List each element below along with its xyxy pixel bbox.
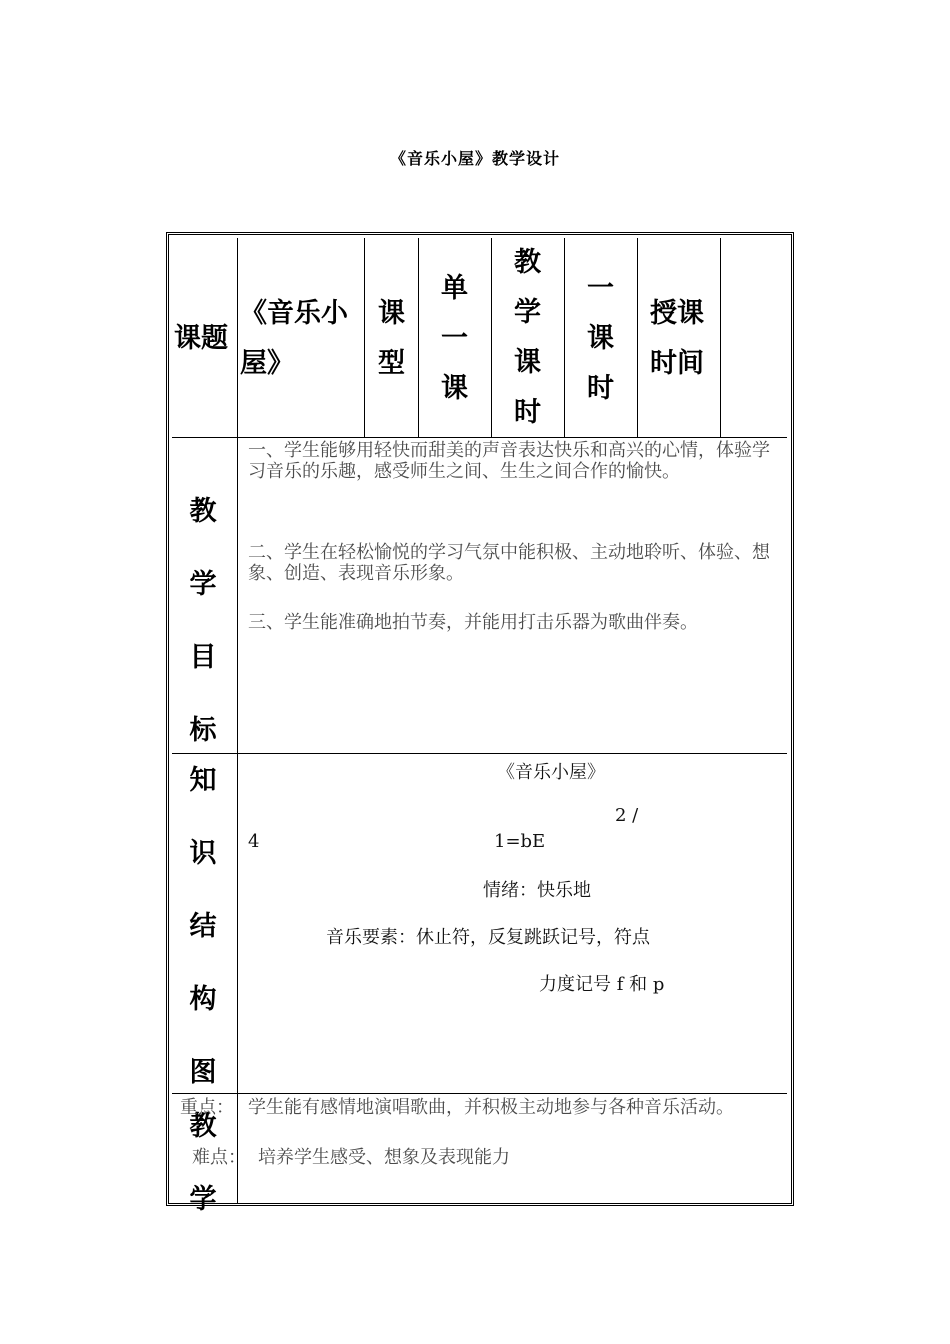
mood: 情绪：快乐地 <box>483 880 591 901</box>
difficulty-text: 培养学生感受、想象及表现能力 <box>258 1147 510 1168</box>
meter-numerator: 2 / <box>615 805 639 826</box>
topic-label: 课题 <box>174 323 228 354</box>
meter-denominator: 4 <box>248 831 260 852</box>
table-rule <box>491 238 492 438</box>
objectives-label: 教学目标 <box>189 496 217 746</box>
key-point-label: 重点： <box>180 1097 234 1118</box>
key-point-text: 学生能有感情地演唱歌曲，并积极主动地参与各种音乐活动。 <box>248 1097 734 1118</box>
topic-value: 《音乐小屋》 <box>240 298 348 379</box>
table-rule <box>172 437 787 438</box>
difficulty-label: 难点： <box>192 1147 246 1168</box>
structure-label: 知识结构图 <box>189 765 217 1088</box>
teaching-hours-value: 一课时 <box>587 273 614 404</box>
focus-label: 教学 <box>189 1111 217 1215</box>
music-elements: 音乐要素：休止符，反复跳跃记号，符点 <box>326 927 650 948</box>
objective-item: 二、学生在轻松愉悦的学习气氛中能积极、主动地聆听、体验、想象、创造、表现音乐形象。 <box>248 542 770 584</box>
table-rule <box>237 238 238 1204</box>
lesson-type-label: 课型 <box>378 298 405 379</box>
objective-item: 一、学生能够用轻快而甜美的声音表达快乐和高兴的心情，体验学习音乐的乐趣，感受师生之间、生生之间合作的愉快。 <box>248 440 770 482</box>
teaching-hours-label: 教学课时 <box>514 247 541 428</box>
table-rule <box>564 238 565 438</box>
table-rule <box>172 753 787 754</box>
table-rule <box>418 238 419 438</box>
table-rule <box>637 238 638 438</box>
song-title: 《音乐小屋》 <box>497 762 605 783</box>
objective-item: 三、学生能准确地拍节奏，并能用打击乐器为歌曲伴奏。 <box>248 612 698 633</box>
lesson-type-value: 单一课 <box>441 273 468 404</box>
table-rule <box>364 238 365 438</box>
table-rule <box>720 238 721 438</box>
key-signature: 1=bE <box>494 831 546 852</box>
table-rule <box>172 1093 787 1094</box>
class-time-label: 授课时间 <box>650 298 704 379</box>
document-title: 《音乐小屋》教学设计 <box>389 149 560 168</box>
dynamics: 力度记号 f 和 p <box>539 974 665 995</box>
